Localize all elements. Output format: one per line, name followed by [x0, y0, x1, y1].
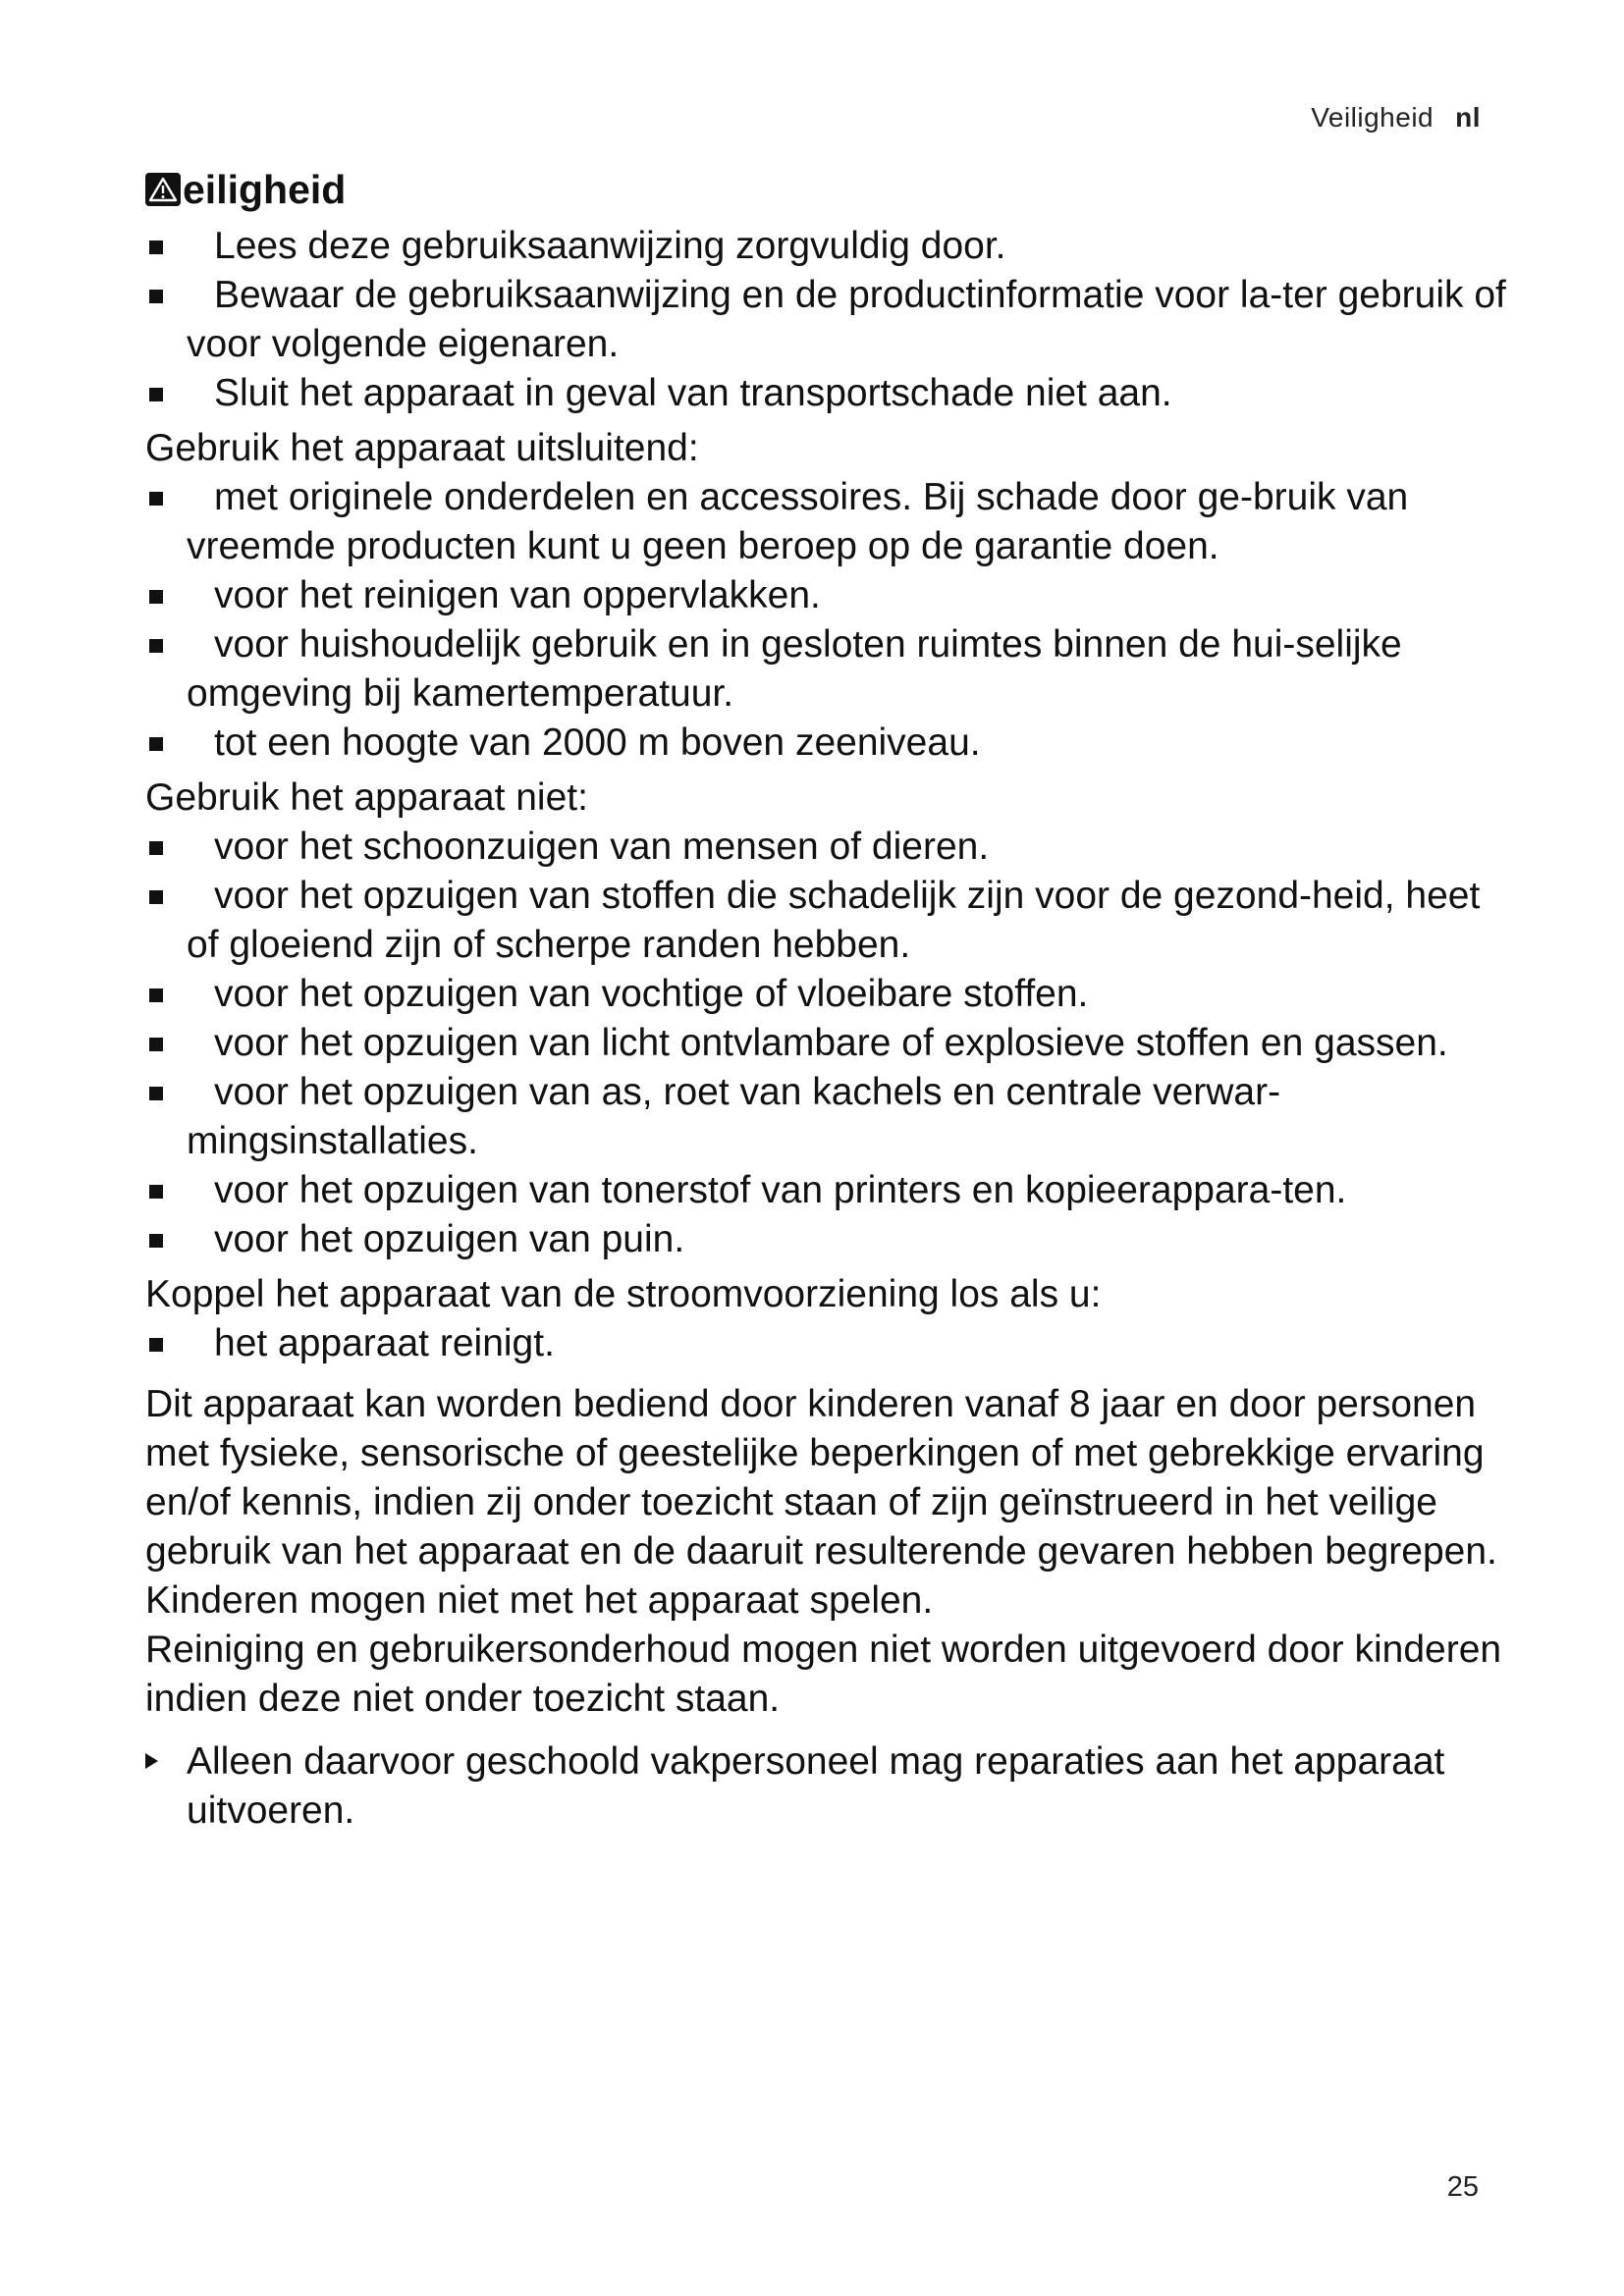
list-item: voor het opzuigen van licht ontvlambare of explosieve stoffen en gassen. — [145, 1019, 1510, 1068]
action-text: Alleen daarvoor geschoold vakpersoneel mag reparaties aan het apparaat uitvoeren. — [187, 1740, 1445, 1832]
bullet-icon — [149, 1234, 163, 1248]
use-only-list — [145, 473, 1510, 768]
bullet-icon — [149, 492, 163, 506]
do-not-use-intro: Gebruik het apparaat niet: — [145, 776, 588, 819]
triangle-arrow-icon — [145, 1753, 158, 1769]
use-only-intro: Gebruik het apparaat uitsluitend: — [145, 427, 699, 469]
list-item: voor huishoudelijk gebruik en in gesloten ruimtes binnen de hui-selijke omgeving bij kamertemperatuur. — [145, 620, 1510, 719]
title-row — [145, 165, 1510, 214]
disconnect-list — [145, 1319, 1510, 1368]
bullet-icon — [149, 1087, 163, 1100]
list-item: voor het opzuigen van vochtige of vloeibare stoffen. — [145, 970, 1510, 1019]
header-section: Veiligheid — [1311, 102, 1435, 133]
children-play-paragraph: Kinderen mogen niet met het apparaat spelen. — [145, 1579, 934, 1622]
page-number: 25 — [1446, 2171, 1479, 2203]
header-language: nl — [1455, 102, 1481, 133]
bullet-icon — [149, 737, 163, 751]
list-item: met originele onderdelen en accessoires. Bij schade door ge-bruik van vreemde producten kunt u geen beroep op de garantie doen. — [145, 473, 1510, 571]
running-header — [1311, 102, 1481, 133]
bullet-icon — [149, 639, 163, 653]
disconnect-intro: Koppel het apparaat van de stroomvoorziening los als u: — [145, 1273, 1102, 1315]
main-content — [145, 165, 1510, 1836]
bullet-icon — [149, 590, 163, 604]
list-item: Lees deze gebruiksaanwijzing zorgvuldig door. — [145, 222, 1510, 271]
intro-bullet-list — [145, 222, 1510, 418]
bullet-icon — [149, 1338, 163, 1352]
list-item: voor het opzuigen van as, roet van kachels en centrale verwar-mingsinstallaties. — [145, 1068, 1510, 1166]
do-not-use-list — [145, 823, 1510, 1264]
bullet-icon — [149, 1038, 163, 1051]
action-instruction — [145, 1737, 1510, 1836]
bullet-icon — [149, 890, 163, 904]
children-paragraph: Dit apparaat kan worden bediend door kinderen vanaf 8 jaar en door personen met fysieke, sensorische of geestelijke beperkingen of met gebrekkige ervaring en/of kennis, indien zij onder toezicht staan of zijn geïnstrueerd in het veilige gebruik van het apparaat en de daaruit resulterende gevaren hebben begrepen. — [145, 1383, 1497, 1573]
list-item: Sluit het apparaat in geval van transportschade niet aan. — [145, 369, 1510, 418]
page-title: eiligheid — [183, 167, 347, 212]
bullet-icon — [149, 388, 163, 401]
list-item: voor het schoonzuigen van mensen of dieren. — [145, 823, 1510, 872]
list-item: voor het reinigen van oppervlakken. — [145, 571, 1510, 620]
list-item: voor het opzuigen van stoffen die schadelijk zijn voor de gezond-heid, heet of gloeiend zijn of scherpe randen hebben. — [145, 872, 1510, 970]
list-item: Bewaar de gebruiksaanwijzing en de productinformatie voor la-ter gebruik of voor volgende eigenaren. — [145, 271, 1510, 369]
list-item: het apparaat reinigt. — [145, 1319, 1510, 1368]
list-item: voor het opzuigen van puin. — [145, 1215, 1510, 1264]
bullet-icon — [149, 290, 163, 303]
list-item: tot een hoogte van 2000 m boven zeeniveau. — [145, 719, 1510, 768]
bullet-icon — [149, 1185, 163, 1199]
bullet-icon — [149, 988, 163, 1002]
maintenance-paragraph: Reiniging en gebruikersonderhoud mogen niet worden uitgevoerd door kinderen indien deze niet onder toezicht staan. — [145, 1629, 1502, 1720]
warning-icon — [145, 173, 181, 206]
list-item: voor het opzuigen van tonerstof van printers en kopieerappara-ten. — [145, 1166, 1510, 1215]
bullet-icon — [149, 240, 163, 254]
bullet-icon — [149, 841, 163, 855]
